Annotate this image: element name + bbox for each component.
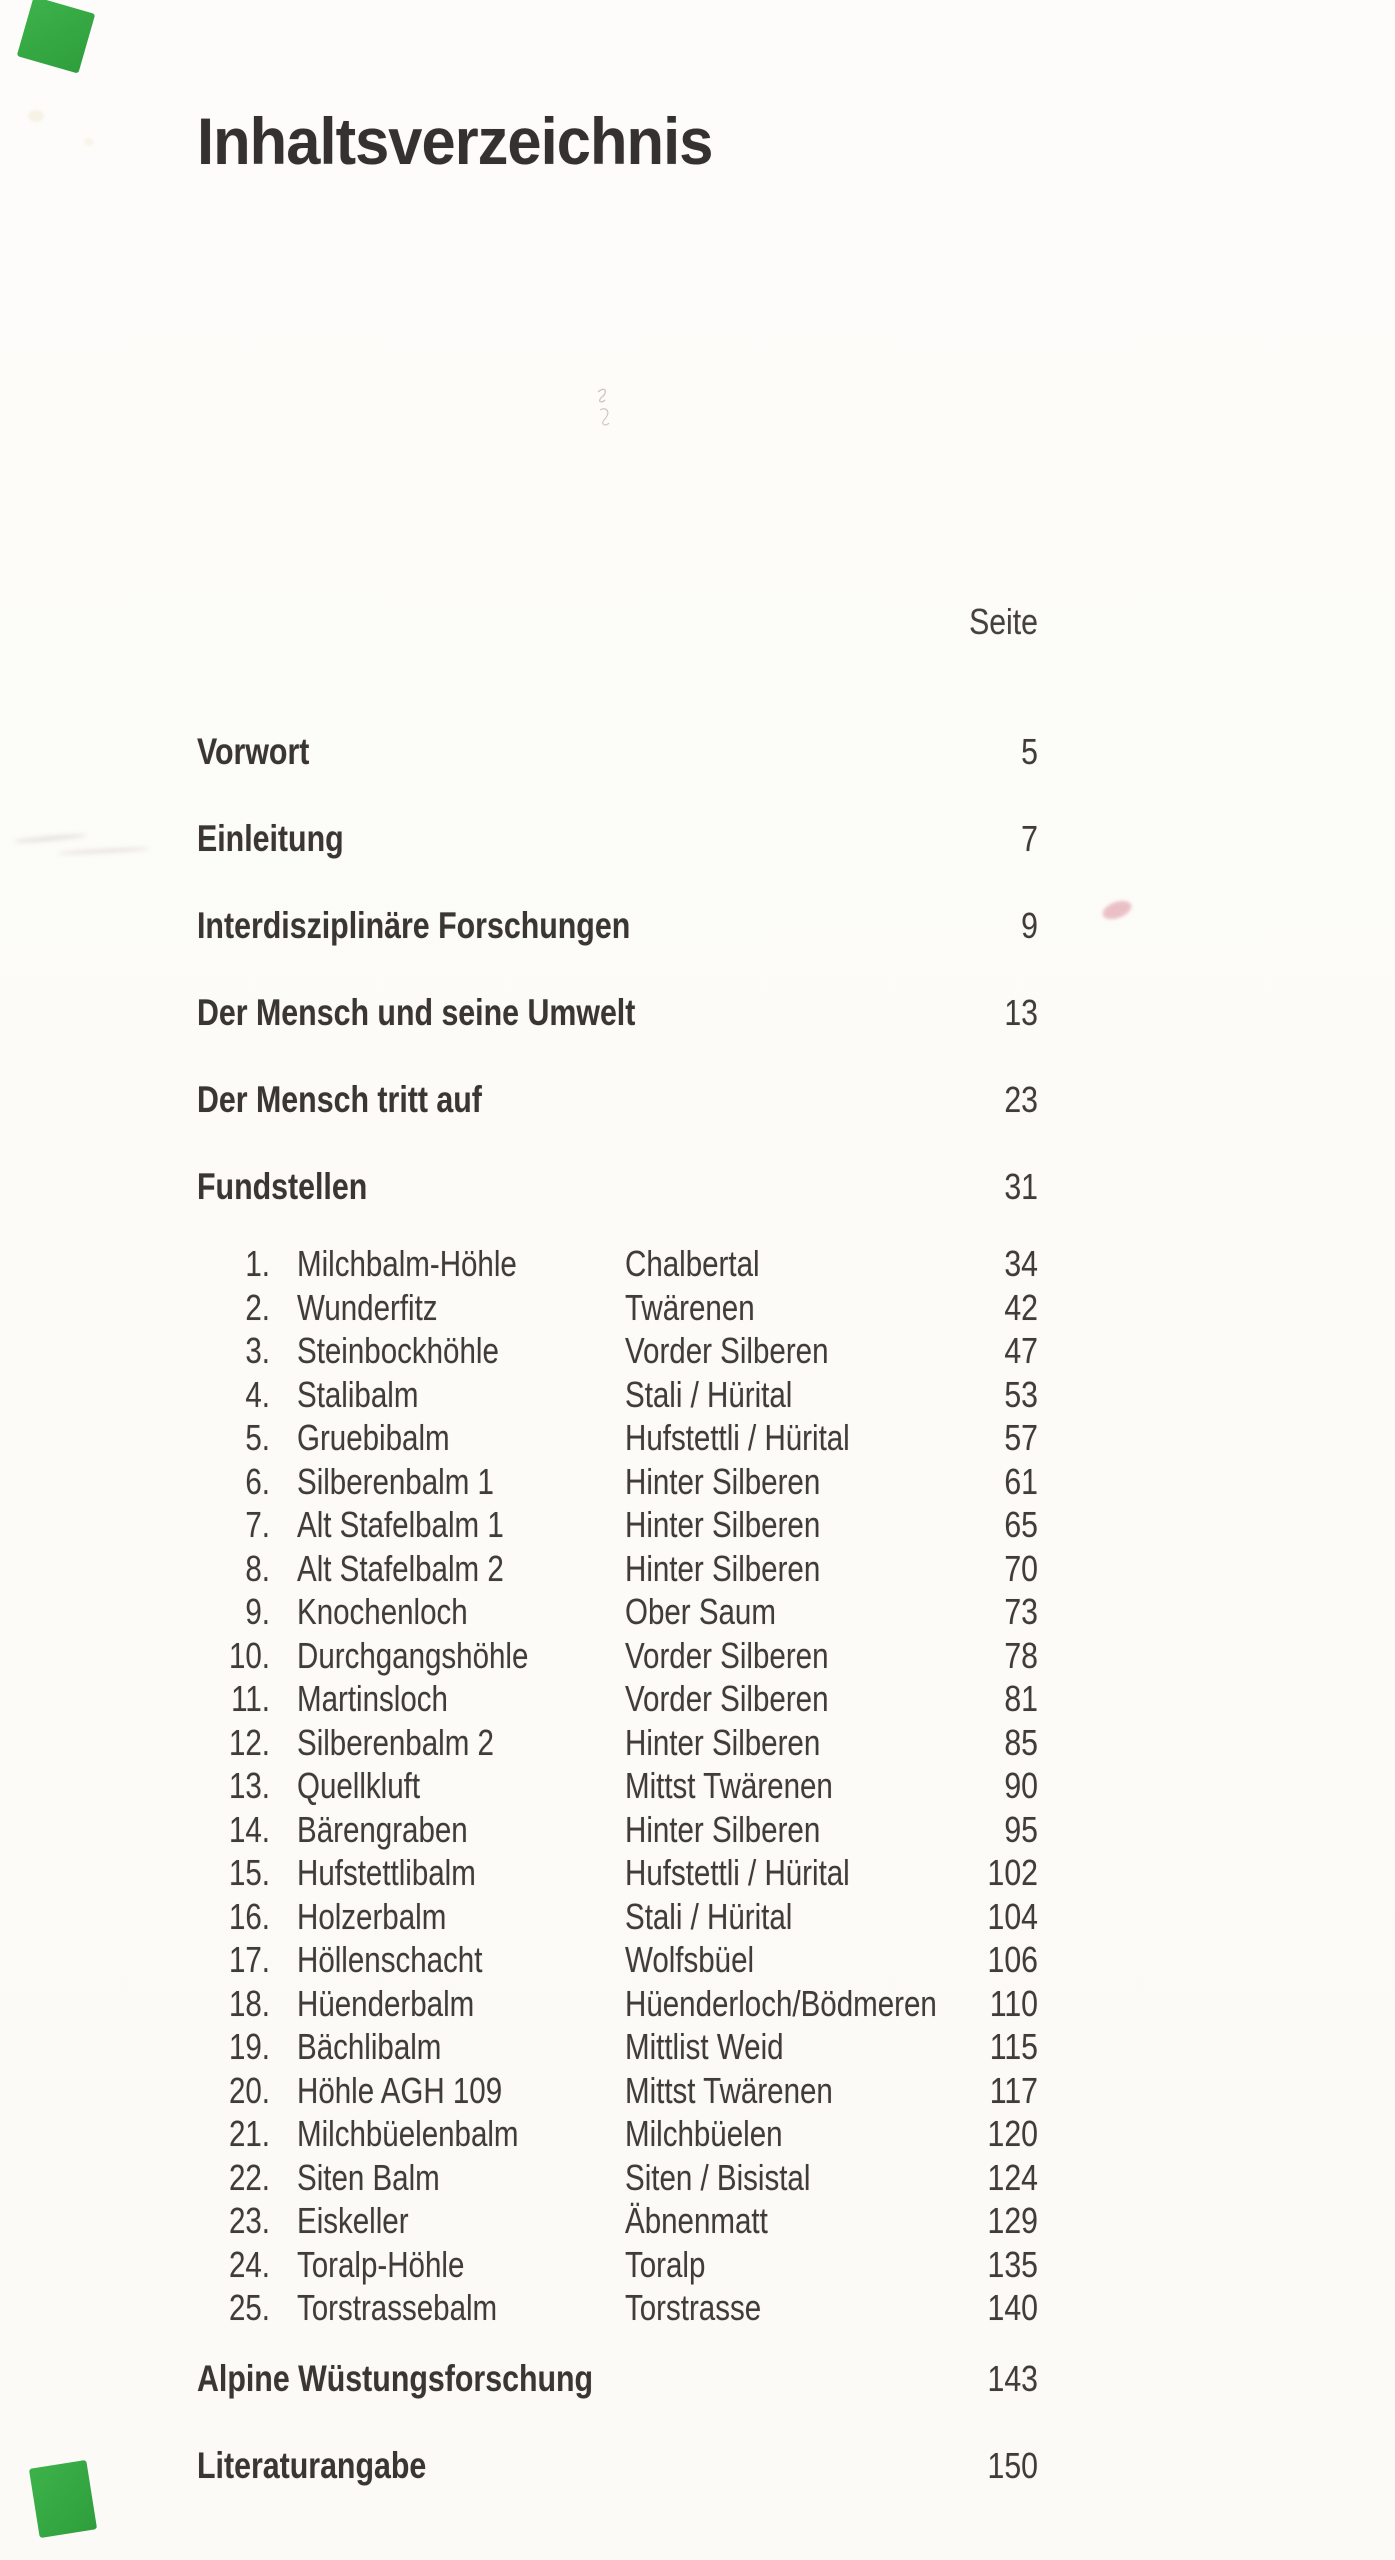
toc-section-row [0,904,1395,948]
item-location: Mittlist Weid [625,2026,784,2067]
item-page-number: 106 [987,1939,1038,1980]
page-title: Inhaltsverzeichnis [197,104,713,178]
item-page-number: 34 [1004,1243,1038,1284]
toc-section-row [0,1165,1395,1209]
item-name: Eiskeller [297,2200,409,2241]
item-page-number: 135 [987,2243,1038,2285]
item-location: Chalbertal [625,1243,760,1284]
item-location: Vorder Silberen [625,1330,829,1371]
toc-item-row [0,1677,1395,1721]
section-page-number: 13 [1004,992,1038,1033]
toc-item-row [0,1721,1395,1765]
section-label: Interdisziplinäre Forschungen [197,905,631,946]
item-location: Mittst Twärenen [625,1765,833,1806]
paper-stain [84,138,94,146]
section-page-number: 150 [987,2445,1038,2486]
item-page-number: 110 [989,1982,1038,2024]
item-page-number: 61 [1004,1460,1038,1502]
item-number: 14. [228,1808,270,1850]
section-label: Fundstellen [197,1166,368,1207]
item-location: Hufstettli / Hürital [625,1852,850,1893]
toc-item-row [0,2199,1395,2243]
section-label: Der Mensch und seine Umwelt [197,992,636,1033]
item-name: Quellkluft [297,1765,421,1806]
item-number: 13. [228,1765,270,1806]
item-number: 5. [245,1417,270,1458]
item-location: Wolfsbüel [625,1939,755,1980]
section-page-number: 5 [1021,731,1038,772]
toc-item-row [0,1329,1395,1373]
item-page-number: 78 [1004,1634,1038,1676]
item-name: Knochenloch [297,1591,468,1632]
item-name: Höllenschacht [297,1939,483,1980]
toc-item-row [0,1851,1395,1895]
section-page-number: 31 [1004,1166,1038,1207]
item-page-number: 65 [1004,1504,1038,1545]
pencil-squiggle [588,384,632,434]
section-label: Der Mensch tritt auf [197,1079,482,1120]
item-page-number: 102 [987,1852,1038,1893]
item-name: Toralp-Höhle [297,2243,465,2285]
toc-item-row [0,1460,1395,1504]
item-page-number: 129 [987,2200,1038,2241]
item-name: Alt Stafelbalm 2 [297,1547,504,1589]
item-location: Hinter Silberen [625,1504,821,1545]
item-location: Milchbüelen [625,2113,783,2154]
item-location: Hüenderloch/Bödmeren [625,1982,937,2024]
toc-item-row [0,1373,1395,1417]
toc-item-row [0,2243,1395,2287]
item-number: 12. [228,1721,270,1763]
item-location: Stali / Hürital [625,1895,793,1937]
item-name: Wunderfitz [297,1286,438,1328]
item-location: Twärenen [625,1286,755,1328]
item-number: 21. [228,2113,270,2154]
item-number: 16. [228,1895,270,1937]
item-name: Silberenbalm 2 [297,1721,494,1763]
item-location: Hinter Silberen [625,1721,821,1763]
section-label: Einleitung [197,818,344,859]
item-number: 10. [228,1634,270,1676]
item-number: 11. [231,1678,270,1719]
item-location: Hinter Silberen [625,1808,821,1850]
item-name: Siten Balm [297,2156,440,2198]
toc-item-row [0,2156,1395,2200]
item-location: Siten / Bisistal [625,2156,811,2198]
toc-item-row [0,1590,1395,1634]
item-location: Hinter Silberen [625,1547,821,1589]
item-page-number: 47 [1004,1330,1038,1371]
toc-section-row [0,2357,1395,2401]
item-page-number: 57 [1004,1417,1038,1458]
item-location: Äbnenmatt [625,2200,768,2241]
item-location: Vorder Silberen [625,1678,829,1719]
item-page-number: 70 [1004,1547,1038,1589]
item-location: Stali / Hürital [625,1373,793,1415]
item-number: 6. [245,1460,270,1502]
toc-item-row [0,1416,1395,1460]
item-name: Silberenbalm 1 [297,1460,494,1502]
item-page-number: 124 [987,2156,1038,2198]
item-number: 20. [228,2069,270,2111]
item-number: 19. [228,2026,270,2067]
item-name: Holzerbalm [297,1895,447,1937]
toc-item-row [0,1982,1395,2026]
toc-item-row [0,1547,1395,1591]
section-label: Alpine Wüstungsforschung [197,2358,594,2399]
toc-item-row [0,1895,1395,1939]
section-page-number: 9 [1021,905,1038,946]
toc-section-row [0,730,1395,774]
item-location: Ober Saum [625,1591,776,1632]
item-location: Torstrasse [625,2287,762,2328]
item-number: 25. [228,2287,270,2328]
toc-item-row [0,1286,1395,1330]
toc-item-row [0,2025,1395,2069]
section-page-number: 7 [1021,818,1038,859]
item-number: 24. [228,2243,270,2285]
item-name: Gruebibalm [297,1417,450,1458]
paper-stain [28,110,44,122]
item-name: Höhle AGH 109 [297,2069,503,2111]
section-page-number: 143 [987,2358,1038,2399]
toc-section-row [0,1078,1395,1122]
section-page-number: 23 [1004,1079,1038,1120]
item-number: 23. [228,2200,270,2241]
page-column-header: Seite [969,601,1038,642]
item-location: Vorder Silberen [625,1634,829,1676]
item-number: 22. [228,2156,270,2198]
item-number: 7. [245,1504,270,1545]
toc-item-row [0,2112,1395,2156]
toc-section-row [0,2444,1395,2488]
item-number: 15. [228,1852,270,1893]
item-page-number: 120 [987,2113,1038,2154]
item-page-number: 140 [987,2287,1038,2328]
toc-item-row [0,2069,1395,2113]
item-name: Alt Stafelbalm 1 [297,1504,504,1545]
item-page-number: 85 [1004,1721,1038,1763]
item-name: Milchbalm-Höhle [297,1243,517,1284]
item-location: Hinter Silberen [625,1460,821,1502]
item-number: 8. [245,1547,270,1589]
item-page-number: 117 [989,2069,1038,2111]
section-label: Vorwort [197,731,310,772]
toc-item-row [0,1938,1395,1982]
item-number: 18. [228,1982,270,2024]
green-corner-mark-top-left [17,0,96,74]
item-number: 2. [245,1286,270,1328]
toc-item-row [0,1503,1395,1547]
toc-section-row [0,991,1395,1035]
item-name: Hufstettlibalm [297,1852,476,1893]
toc-item-row [0,1808,1395,1852]
toc-item-row [0,1634,1395,1678]
item-location: Mittst Twärenen [625,2069,833,2111]
item-location: Hufstettli / Hürital [625,1417,850,1458]
item-name: Bächlibalm [297,2026,442,2067]
item-page-number: 115 [989,2026,1038,2067]
item-name: Durchgangshöhle [297,1634,529,1676]
toc-item-row [0,2286,1395,2330]
toc-item-row [0,1242,1395,1286]
item-page-number: 53 [1004,1373,1038,1415]
item-name: Steinbockhöhle [297,1330,499,1371]
item-name: Torstrassebalm [297,2287,498,2328]
section-label: Literaturangabe [197,2445,427,2486]
item-name: Bärengraben [297,1808,468,1850]
item-name: Stalibalm [297,1373,419,1415]
item-page-number: 90 [1004,1765,1038,1806]
item-name: Martinsloch [297,1678,448,1719]
item-page-number: 81 [1004,1678,1038,1719]
toc-section-row [0,817,1395,861]
item-number: 17. [228,1939,270,1980]
item-location: Toralp [625,2243,706,2285]
item-page-number: 73 [1004,1591,1038,1632]
item-number: 3. [245,1330,270,1371]
item-name: Milchbüelenbalm [297,2113,519,2154]
item-number: 9. [245,1591,270,1632]
toc-item-row [0,1764,1395,1808]
item-page-number: 95 [1004,1808,1038,1850]
item-name: Hüenderbalm [297,1982,475,2024]
item-number: 1. [245,1243,270,1284]
item-page-number: 104 [987,1895,1038,1937]
item-number: 4. [245,1373,270,1415]
item-page-number: 42 [1004,1286,1038,1328]
